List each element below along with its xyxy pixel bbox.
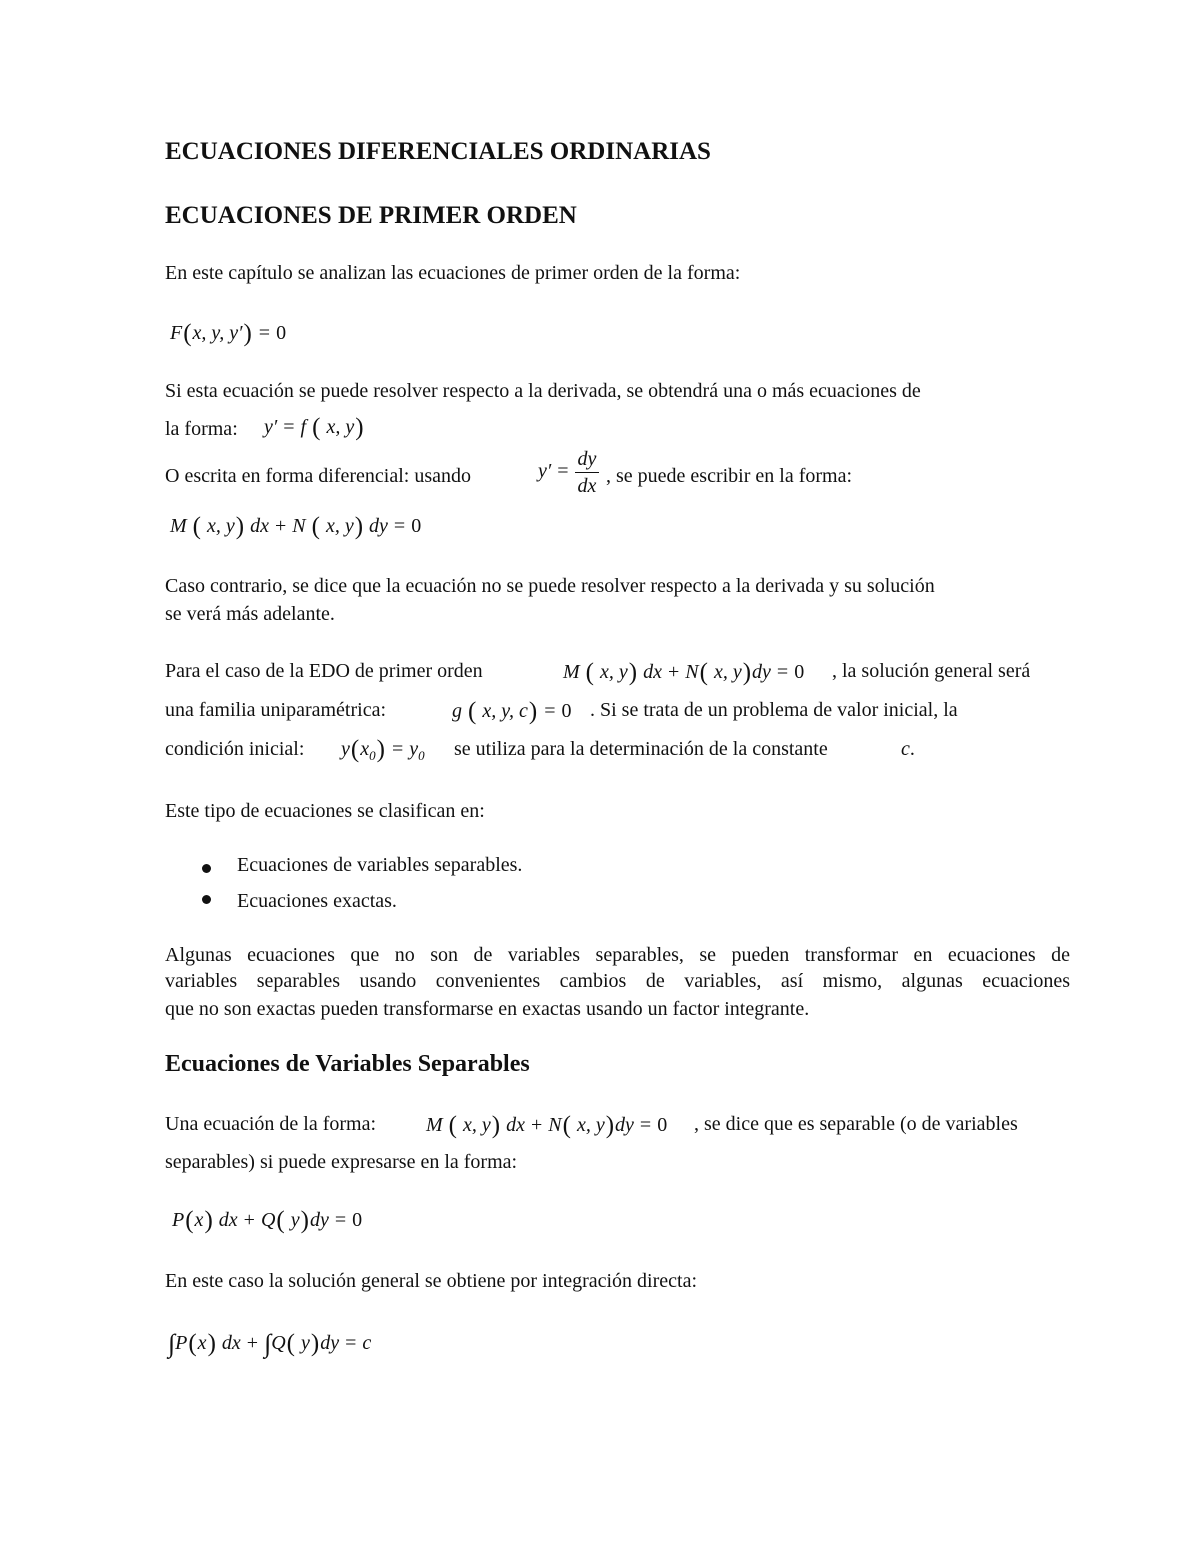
paragraph-caso-line-2: se verá más adelante.: [165, 603, 335, 625]
document-title: ECUACIONES DIFERENCIALES ORDINARIAS: [165, 138, 711, 165]
equation-initial-condition: $y(x_0) = y_0$: [341, 736, 425, 763]
equation-explicit-form: y′ = f ( x, y): [264, 414, 364, 441]
paragraph-separable-text-1b: , se dice que es separable (o de variables: [694, 1113, 1018, 1135]
subheading-separable: Ecuaciones de Variables Separables: [165, 1051, 530, 1077]
paragraph-solution-text-3b: se utiliza para la determinación de la constante: [454, 738, 828, 760]
bullet-icon: [202, 860, 211, 878]
paragraph-solution-text-2a: una familia uniparamétrica:: [165, 699, 387, 721]
intro-paragraph: En este capítulo se analizan las ecuaciones de primer orden de la forma:: [165, 262, 741, 284]
paragraph-integration-text: En este caso la solución general se obtiene por integración directa:: [165, 1270, 698, 1292]
paragraph-separable-text-2: separables) si puede expresarse en la forma:: [165, 1151, 518, 1173]
constant-c: c.: [901, 738, 915, 760]
bullet-icon: [202, 891, 211, 909]
paragraph-transform-line-3: que no son exactas pueden transformarse en exactas usando un factor integrante.: [165, 998, 810, 1020]
equation-differential-inline: M ( x, y) dx + N( x, y)dy = 0: [563, 659, 805, 686]
paragraph-transform-line-1: Algunas ecuaciones que no son de variables separables, se pueden transformar en ecuaciones de: [165, 944, 1070, 966]
constant-c-symbol: c: [901, 738, 910, 760]
integral-icon: ∫: [168, 1329, 176, 1358]
paragraph-solution-text-1b: , la solución general será: [832, 660, 1031, 682]
classify-paragraph: Este tipo de ecuaciones se clasifican en:: [165, 800, 485, 822]
equation-differential-form: M ( x, y) dx + N ( x, y) dy = 0: [170, 513, 422, 540]
paragraph-transform-line-2: variables separables usando convenientes cambios de variables, así mismo, algunas ecuaciones: [165, 970, 1070, 992]
equation-separable-form: P(x) dx + Q( y)dy = 0: [172, 1207, 363, 1234]
equation-dydx: y′ = $\frac{dy}{dx}$: [538, 449, 599, 496]
equation-integral-solution: ∫P(x) dx + ∫Q( y)dy = c: [168, 1329, 372, 1358]
bullet-item-exact: Ecuaciones exactas.: [237, 890, 397, 912]
paragraph-resolve-line-1: Si esta ecuación se puede resolver respecto a la derivada, se obtendrá una o más ecuaciones de: [165, 380, 921, 402]
equation-separable-inline: M ( x, y) dx + N( x, y)dy = 0: [426, 1112, 668, 1139]
paragraph-resolve-line-2: la forma:: [165, 418, 238, 440]
bullet-item-separable: Ecuaciones de variables separables.: [237, 854, 523, 876]
equation-family: g ( x, y, c) = 0: [452, 698, 572, 725]
paragraph-differential-text: O escrita en forma diferencial: usando: [165, 465, 471, 487]
paragraph-differential-text-2: , se puede escribir en la forma:: [606, 465, 853, 487]
integral-icon: ∫: [264, 1329, 272, 1358]
paragraph-solution-text-1a: Para el caso de la EDO de primer orden: [165, 660, 483, 682]
section-title: ECUACIONES DE PRIMER ORDEN: [165, 202, 577, 229]
paragraph-separable-text-1a: Una ecuación de la forma:: [165, 1113, 377, 1135]
equation-general-form: F(x, y, y′) = 0: [170, 320, 287, 347]
paragraph-solution-text-2b: . Si se trata de un problema de valor inicial, la: [590, 699, 958, 721]
paragraph-solution-text-3a: condición inicial:: [165, 738, 305, 760]
paragraph-caso-line-1: Caso contrario, se dice que la ecuación no se puede resolver respecto a la derivada y su solución: [165, 575, 935, 597]
